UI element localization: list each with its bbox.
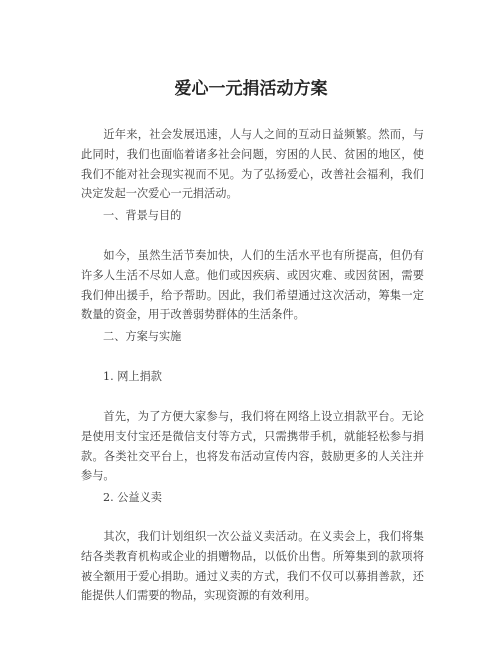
subheading-charity-sale: 2. 公益义卖 [103, 491, 162, 504]
charity-sale-paragraph: 其次，我们计划组织一次公益义卖活动。在义卖会上，我们将集结各类教育机构或企业的捐赠物品，以低价出售。所筹集到的款项将被全额用于爱心捐助。通过义卖的方式，我们不仅可以募捐善款，还能提供人们需要的物品，实现资源的有效利用。 [81, 530, 424, 603]
document-title: 爱心一元捐活动方案 [174, 79, 328, 99]
section-heading-background: 一、背景与目的 [103, 209, 182, 222]
section-heading-plan: 二、方案与实施 [103, 330, 182, 343]
intro-paragraph: 近年来，社会发展迅速，人与人之间的互动日益频繁。然而，与此同时，我们也面临着诸多社会问题，穷困的人民、贫困的地区，使我们不能对社会现实视而不见。为了弘扬爱心，改善社会福利，我们决定发起一次爱心一元捐活动。 [81, 128, 424, 201]
background-paragraph: 如今，虽然生活节奏加快，人们的生活水平也有所提高，但仍有许多人生活不尽如人意。他们或因疾病、或因灾难、或因贫困，需要我们伸出援手，给予帮助。因此，我们希望通过这次活动，筹集一定数量的资金，用于改善弱势群体的生活条件。 [81, 249, 424, 322]
subheading-online-donation: 1. 网上捐款 [103, 370, 162, 383]
online-donation-paragraph: 首先，为了方便大家参与，我们将在网络上设立捐款平台。无论是使用支付宝还是微信支付等方式，只需携带手机，就能轻松参与捐款。各类社交平台上，也将发布活动宣传内容，鼓励更多的人关注并参与。 [81, 410, 424, 483]
